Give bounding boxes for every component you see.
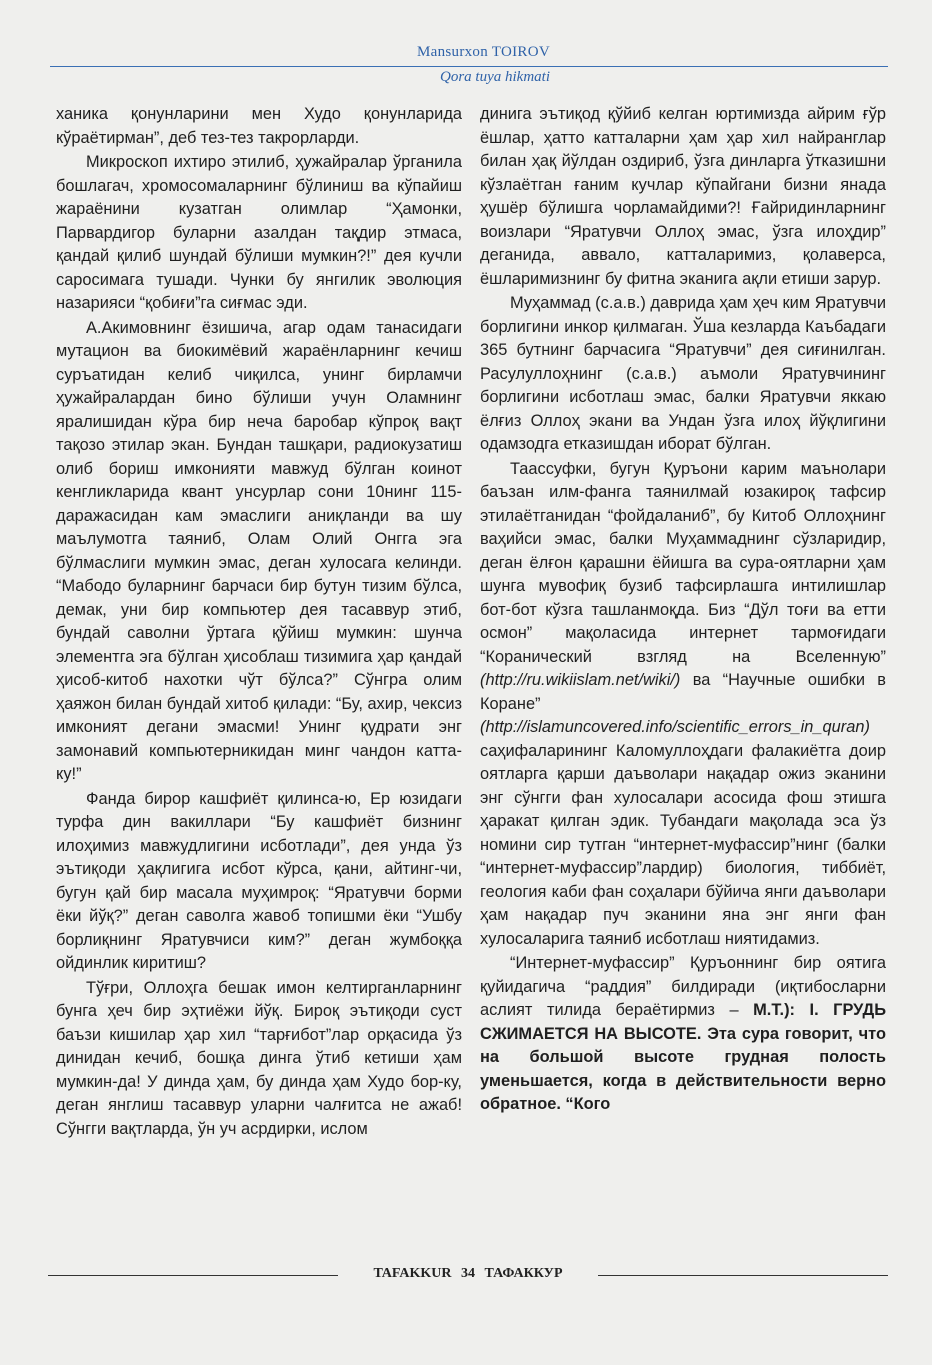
footer-right-label: ТАФАККУР [484,1266,563,1281]
paragraph: динига эътиқод қўйиб келган юртимизда айрим ғўр ёшлар, ҳатто катталарни ҳам ҳар хил найранглар билан ҳақ йўлдан оздириб, ўзга динларга ўтказишни кўзлаётган ғаним кучлар кўпайгани бизни янада ҳушёр бўлишга чорламайдими?! Ғайридинларнинг воизлари “Яратувчи Оллоҳ эмас, ўзга илоҳдир” деганида, аввало, катталаримиз, қолаверса, ёшларимизнинг бу фитна эканига ақли етиши зарур. [480,105,886,288]
footer [48,1264,888,1286]
paragraph: Тўғри, Оллоҳга бешак имон келтирганларнинг бунга ҳеч бир эҳтиёжи йўқ. Бироқ эътиқоди суст баъзи кишилар ҳар хил “тарғибот”лар орқасида ўз динидан кечиб, бошқа динга ўтиб кетиши ҳам мумкин-да! У динда ҳам, бу динда ҳам Худо бор-ку, деган янглиш тасаввур уларни чалғитса не ажаб! Сўнгги вақтларда, ўн уч асрдирки, ислом [56,978,462,1138]
footer-left-label: TAFAKKUR [373,1266,452,1281]
header-rule [50,66,888,67]
source-url: (http://islamuncovered.info/scientific_errors_in_quran) [480,718,870,736]
paragraph: Микроскоп ихтиро этилиб, ҳужайралар ўрганила бошлагач, хромосомаларнинг бўлиниш ва кўпайиш жараёнини кузатган олимлар “Ҳамонки, Парвардигор буларни азалдан тақдир этмаса, қандай қилиб шундай бўлиши мумкин?!” дея кучли саросимага тушади. Чунки бу янгилик эволюция назарияси “қобиғи”га сиғмас эди. [56,153,462,312]
left-column [56,103,462,1141]
paragraph: ханика қонунларини мен Худо қонунларида кўраётирман”, деб тез-тез такрорларди. [56,105,462,147]
paragraph-text: Таассуфки, бугун Қуръони карим маънолари баъзан илм-фанга таянилмай юзакироқ тафсир этилаётганидан “фойдаланиб”, бу Китоб Оллоҳнинг ваҳийси эмас, балки Муҳаммаднинг сўзларидир, деган ёлғон қарашни ёйишга ва сура-оятларни ҳам шунга мувофиқ бузиб тафсирлашга интилишлар бот-бот кўзга ташланмоқда. Биз “Дўл тоғи ва етти осмон” мақоласида интернет тармоғидаги “Коранический взгляд на Вселенную” [480,459,886,666]
paragraph-text: саҳифаларининг Каломуллоҳдаги фалакиётга доир оятларга қарши даъволари нақадар ожиз эканини энг сўнгги фан хулосалари асосида фош этишга ҳаракат қилган эдик. Тубандаги мақолада эса ўз номини сир тутган “интернет-муфассир”нинг (балки “интернет-муфассир”лардир) биология, тиббиёт, геология каби фан соҳалари бўйича янги даъволари ҳам нақадар пуч эканини яна энг янги фан хулосаларига таяниб исботлаш ниятидамиз. [480,741,886,948]
paragraph-text: “Интернет-муфассир” Қуръоннинг бир оятига қуйидагича “раддия” билдиради (иқтибосларни аслият тилида бераётирмиз – [480,954,886,1019]
paragraph [480,458,886,952]
running-head [50,42,888,92]
paragraph: Фанда бирор кашфиёт қилинса-ю, Ер юзидаги турфа дин вакиллари “Бу кашфиёт бизнинг илоҳимиз мавжудлигини исботлади”, дея унда ўз эътиқоди ҳақлигига исбот кўрса, қани, айтинг-чи, бугун қай бир масала муҳимроқ: “Яратувчи борми ёки йўқ?” деган саволга жавоб топишми ёки “Ушбу борлиқнинг Яратувчиси ким?” деган жумбоққа ойдинлик киритиш? [56,789,462,972]
paragraph-text: ва “Научные ошибки в Коране” [480,671,886,713]
right-column [480,103,886,1117]
paragraph [480,952,886,1117]
source-url: (http://ru.wikiislam.net/wiki/) [480,671,681,689]
paragraph: Муҳаммад (с.а.в.) даврида ҳам ҳеч ким Яратувчи борлигини инкор қилмаган. Ўша кезларда Каъбадаги 365 бутнинг барчасига “Яратувчи” дея сиғинилган. Расулуллоҳнинг (с.а.в.) аъмоли Яратувчининг борлигини исботлаш эмас, балки Яратувчи яккаю ёлғиз Оллоҳ экани ва Ундан ўзга илоҳ йўқлигини одамзодга етказишдан иборат бўлган. [480,294,886,453]
footer-rule-right [598,1275,888,1276]
footer-rule-left [48,1275,338,1276]
footer-text [348,1266,588,1282]
header-author: Mansurxon TOIROV [417,44,550,60]
quoted-claim: М.Т.): I. ГРУДЬ СЖИМАЕТСЯ НА ВЫСОТЕ. Эта сура говорит, что на большой высоте грудная полость уменьшается, когда в действительности верно обратное. “Кого [480,1001,886,1113]
paragraph: А.Акимовнинг ёзишича, агар одам танасидаги мутацион ва биокимёвий жараёнларнинг кечиш суръатидан келиб чиқилса, унинг бирламчи ҳужайралардан бино бўлиши учун Оламнинг яралишидан кўра бир неча баробар кўпроқ вақт тақозо этилар экан. Бундан ташқари, радиокузатиш олиб бориш имконияти мавжуд бўлган коинот кенгликларида квант унсурлар сони 10нинг 115-даражасидан кам эмаслиги аниқланди ва шу маълумотга таяниб, Олам Олий Онгга эга бўлмаслиги мумкин эмас, деган хулосага келинди. “Мабодо буларнинг барчаси бир бутун тизим бўлса, демак, уни бир компьютер дея тасаввур этиб, бундай саволни ўртага қўйиш мумкин: шунча элементга эга бўлган ҳисоблаш тизимига ҳар қандай ҳисоб-китоб нахотки чўт бўлса?” Сўнгра олим ҳаяжон билан бундай хитоб қилади: “Бу, ахир, чексиз имконият дегани эмасми! Унинг қудрати энг замонавий компьютерникидан минг чандон катта-ку!” [56,318,463,783]
header-title: Qora tuya hikmati [440,69,550,85]
page-number: 34 [461,1266,476,1281]
